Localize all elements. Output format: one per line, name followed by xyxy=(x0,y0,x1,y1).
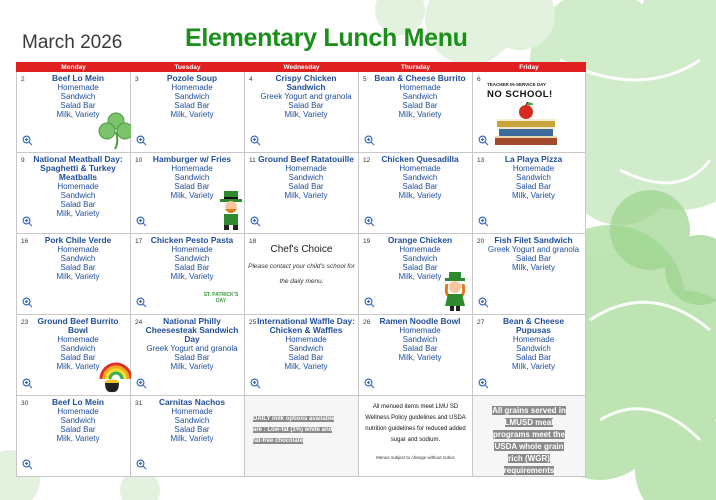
menu-items xyxy=(131,234,244,281)
menu-item: Sandwich xyxy=(402,173,438,182)
day-cell xyxy=(131,396,245,477)
day-cell xyxy=(245,315,359,396)
day-cell xyxy=(473,153,586,234)
day-number: 24 xyxy=(135,319,143,326)
note-cell xyxy=(359,396,473,477)
entree: Chicken Quesadilla xyxy=(381,154,459,164)
menu-item: Greek Yogurt and granola xyxy=(487,245,580,254)
day-number: 31 xyxy=(135,400,143,407)
chefs-choice-text: Please contact your child's school for the daily menu. xyxy=(248,263,355,285)
entree: International Waffle Day: Chicken & Waffles xyxy=(257,316,355,335)
zoom-in-icon[interactable] xyxy=(136,297,147,308)
week-row xyxy=(17,153,586,234)
day-cell xyxy=(131,234,245,315)
day-cell xyxy=(17,153,131,234)
day-number: 23 xyxy=(21,319,29,326)
weekday-header-row xyxy=(17,63,586,72)
chefs-choice xyxy=(245,234,358,289)
menu-item: Sandwich xyxy=(288,173,324,182)
menu-item: Milk, Variety xyxy=(56,272,100,281)
menu-item: Salad Bar xyxy=(402,344,438,353)
menu-item: Homemade xyxy=(285,335,327,344)
menu-item: Homemade xyxy=(57,407,99,416)
day-cell xyxy=(245,72,359,153)
zoom-in-icon[interactable] xyxy=(250,135,261,146)
zoom-in-icon[interactable] xyxy=(364,135,375,146)
menu-items xyxy=(473,234,585,272)
note-cell xyxy=(473,396,586,477)
entree: Hamburger w/ Fries xyxy=(152,154,232,164)
grains-note xyxy=(487,405,571,477)
menu-item: Salad Bar xyxy=(402,101,438,110)
zoom-in-icon[interactable] xyxy=(136,135,147,146)
day-cell xyxy=(359,315,473,396)
menu-items xyxy=(245,72,358,119)
no-school-heading: NO SCHOOL! xyxy=(487,89,553,100)
menu-items xyxy=(359,153,472,200)
day-number: 10 xyxy=(135,157,143,164)
day-number: 25 xyxy=(249,319,257,326)
menu-item: Salad Bar xyxy=(174,425,210,434)
menu-item: Homemade xyxy=(399,164,441,173)
day-number: 16 xyxy=(21,238,29,245)
zoom-in-icon[interactable] xyxy=(22,459,33,470)
menu-item: Milk, Variety xyxy=(284,191,328,200)
menu-item: Milk, Variety xyxy=(56,209,100,218)
grains-note-text: All grains served in LMUSD meal programs meet the USDA whole grain rich (WGR) requirements xyxy=(492,406,566,475)
day-cell xyxy=(245,234,359,315)
day-cell xyxy=(473,72,586,153)
disclaimer-text: Menus subject to change without notice xyxy=(376,455,455,460)
day-number: 4 xyxy=(249,76,253,83)
menu-item: Milk, Variety xyxy=(56,362,100,371)
leprechaun-icon xyxy=(217,189,245,231)
zoom-in-icon[interactable] xyxy=(364,378,375,389)
menu-items xyxy=(17,234,130,281)
entree: Ramen Noodle Bowl xyxy=(379,316,461,326)
menu-item: Sandwich xyxy=(60,254,96,263)
menu-item: Milk, Variety xyxy=(512,362,555,371)
menu-item: Homemade xyxy=(57,245,99,254)
day-number: 13 xyxy=(477,157,485,164)
menu-item: Milk, Variety xyxy=(512,263,555,272)
menu-item: Salad Bar xyxy=(60,425,96,434)
entree: Beef Lo Mein xyxy=(51,397,105,407)
menu-item: Salad Bar xyxy=(515,182,552,191)
day-cell xyxy=(131,315,245,396)
day-number: 18 xyxy=(249,238,257,245)
menu-item: Salad Bar xyxy=(60,263,96,272)
day-number: 26 xyxy=(363,319,371,326)
day-cell xyxy=(17,72,131,153)
day-number: 6 xyxy=(477,76,481,83)
menu-item: Milk, Variety xyxy=(56,110,100,119)
menu-item: Sandwich xyxy=(60,92,96,101)
menu-item: Sandwich xyxy=(60,416,96,425)
menu-item: Homemade xyxy=(171,83,213,92)
menu-item: Sandwich xyxy=(174,416,210,425)
zoom-in-icon[interactable] xyxy=(22,216,33,227)
entree: National Philly Cheesesteak Sandwich Day xyxy=(145,316,239,344)
menu-items xyxy=(131,315,244,371)
entree: Fish Filet Sandwich xyxy=(494,235,573,245)
menu-item: Greek Yogurt and granola xyxy=(260,92,352,101)
menu-item: Sandwich xyxy=(516,173,551,182)
menu-item: Sandwich xyxy=(174,254,210,263)
menu-item: Homemade xyxy=(285,164,327,173)
menu-item: Salad Bar xyxy=(288,182,324,191)
menu-item: Milk, Variety xyxy=(170,272,214,281)
menu-item: Salad Bar xyxy=(60,200,96,209)
entree: Carnitas Nachos xyxy=(158,397,226,407)
zoom-in-icon[interactable] xyxy=(364,216,375,227)
entree: La Playa Pizza xyxy=(504,154,563,164)
day-cell xyxy=(131,72,245,153)
day-number: 5 xyxy=(363,76,367,83)
menu-item: Homemade xyxy=(57,335,99,344)
menu-item: Homemade xyxy=(399,245,441,254)
menu-item: Sandwich xyxy=(516,344,551,353)
page-title: Elementary Lunch Menu xyxy=(185,24,468,52)
entree: National Meatball Day: Spaghetti & Turkey Meatballs xyxy=(33,154,123,182)
menu-item: Milk, Variety xyxy=(512,191,555,200)
zoom-in-icon[interactable] xyxy=(478,135,489,146)
menu-items xyxy=(473,153,585,200)
menu-item: Salad Bar xyxy=(174,182,210,191)
guidelines-text: All menued items meet LMU SD Wellness Policy guidelines and USDA nutrition guidelines for reduced added sugar and sodium. xyxy=(365,404,466,443)
zoom-in-icon[interactable] xyxy=(250,378,261,389)
menu-item: Sandwich xyxy=(402,254,438,263)
menu-items xyxy=(17,396,130,443)
guidelines-note xyxy=(359,396,472,463)
menu-item: Milk, Variety xyxy=(170,110,214,119)
menu-item: Milk, Variety xyxy=(56,434,100,443)
milk-note-text: DAILY milk options available are : Low-fat (1%) white and fat-free chocolate xyxy=(253,416,335,444)
week-row xyxy=(17,72,586,153)
menu-item: Homemade xyxy=(399,326,441,335)
zoom-in-icon[interactable] xyxy=(478,378,489,389)
menu-item: Salad Bar xyxy=(60,353,96,362)
entree: Orange Chicken xyxy=(387,235,453,245)
menu-item: Homemade xyxy=(512,164,555,173)
menu-items xyxy=(473,315,585,371)
menu-item: Homemade xyxy=(171,407,213,416)
day-number: 2 xyxy=(21,76,25,83)
day-cell xyxy=(17,234,131,315)
menu-item: Milk, Variety xyxy=(170,191,214,200)
menu-item: Milk, Variety xyxy=(170,362,214,371)
zoom-in-icon[interactable] xyxy=(22,297,33,308)
menu-item: Sandwich xyxy=(402,92,438,101)
menu-item: Salad Bar xyxy=(288,101,324,110)
menu-item: Salad Bar xyxy=(515,353,552,362)
menu-item: Sandwich xyxy=(60,191,96,200)
menu-item: Sandwich xyxy=(174,173,210,182)
day-number: 20 xyxy=(477,238,485,245)
zoom-in-icon[interactable] xyxy=(364,297,375,308)
entree: Pork Chile Verde xyxy=(44,235,112,245)
day-number: 11 xyxy=(249,157,256,164)
menu-items xyxy=(131,72,244,119)
weekday-monday: Monday xyxy=(17,63,131,72)
menu-item: Greek Yogurt and granola xyxy=(146,344,238,353)
note-cell xyxy=(245,396,359,477)
menu-item: Salad Bar xyxy=(174,263,210,272)
menu-item: Milk, Variety xyxy=(398,272,442,281)
menu-item: Homemade xyxy=(171,245,213,254)
zoom-in-icon[interactable] xyxy=(250,216,261,227)
menu-calendar xyxy=(16,62,586,477)
day-number: 12 xyxy=(363,157,371,164)
menu-item: Salad Bar xyxy=(174,353,210,362)
chefs-choice-heading: Chef's Choice xyxy=(270,244,333,255)
menu-item: Milk, Variety xyxy=(398,191,442,200)
entree: Crispy Chicken Sandwich xyxy=(275,73,337,92)
entree: Ground Beef Ratatouille xyxy=(258,154,354,164)
menu-item: Homemade xyxy=(512,335,555,344)
day-cell xyxy=(359,72,473,153)
entree: Chicken Pesto Pasta xyxy=(150,235,234,245)
books-apple-icon xyxy=(491,102,561,148)
day-cell xyxy=(131,153,245,234)
day-cell xyxy=(359,234,473,315)
day-cell xyxy=(473,234,586,315)
week-row xyxy=(17,234,586,315)
weekday-wednesday: Wednesday xyxy=(245,63,359,72)
day-number: 9 xyxy=(21,157,25,164)
menu-item: Sandwich xyxy=(288,344,324,353)
zoom-in-icon[interactable] xyxy=(136,216,147,227)
zoom-in-icon[interactable] xyxy=(478,216,489,227)
st-patricks-art: ST. PATRICK'S DAY xyxy=(203,292,239,304)
week-row xyxy=(17,396,586,477)
weekday-friday: Friday xyxy=(473,63,586,72)
menu-items xyxy=(131,396,244,443)
day-cell xyxy=(359,153,473,234)
day-number: 3 xyxy=(135,76,139,83)
leprechaun-girl-icon xyxy=(441,270,469,312)
day-number: 30 xyxy=(21,400,29,407)
menu-item: Milk, Variety xyxy=(284,362,328,371)
entree: Bean & Cheese Pupusas xyxy=(503,316,564,335)
menu-item: Salad Bar xyxy=(60,101,96,110)
zoom-in-icon[interactable] xyxy=(22,135,33,146)
day-cell xyxy=(245,153,359,234)
entree: Bean & Cheese Burrito xyxy=(374,73,466,83)
rainbow-pot-of-gold-icon xyxy=(99,355,133,393)
weekday-thursday: Thursday xyxy=(359,63,473,72)
menu-item: Salad Bar xyxy=(288,353,324,362)
day-number: 27 xyxy=(477,319,485,326)
day-number: 17 xyxy=(135,238,143,245)
day-cell xyxy=(17,396,131,477)
month-label: March 2026 xyxy=(22,32,123,53)
menu-item: Milk, Variety xyxy=(398,353,442,362)
menu-item: Salad Bar xyxy=(402,182,438,191)
day-number: 19 xyxy=(363,238,371,245)
menu-item: Sandwich xyxy=(60,344,96,353)
zoom-in-icon[interactable] xyxy=(478,297,489,308)
zoom-in-icon[interactable] xyxy=(136,459,147,470)
entree: Pozole Soup xyxy=(166,73,218,83)
menu-items xyxy=(359,72,472,119)
menu-items xyxy=(359,315,472,362)
menu-item: Sandwich xyxy=(402,335,438,344)
menu-item: Homemade xyxy=(57,182,99,191)
menu-items xyxy=(245,315,358,371)
entree: Beef Lo Mein xyxy=(51,73,105,83)
menu-item: Salad Bar xyxy=(515,254,552,263)
menu-item: Milk, Variety xyxy=(170,434,214,443)
day-cell xyxy=(473,315,586,396)
menu-items xyxy=(17,153,130,218)
day-cell xyxy=(17,315,131,396)
menu-item: Sandwich xyxy=(174,92,210,101)
menu-item: Salad Bar xyxy=(174,101,210,110)
zoom-in-icon[interactable] xyxy=(22,378,33,389)
zoom-in-icon[interactable] xyxy=(136,378,147,389)
week-row xyxy=(17,315,586,396)
menu-items xyxy=(245,153,358,200)
milk-note xyxy=(253,414,341,447)
entree: Ground Beef Burrito Bowl xyxy=(37,316,119,335)
weekday-tuesday: Tuesday xyxy=(131,63,245,72)
menu-item: Homemade xyxy=(57,83,99,92)
menu-item: Salad Bar xyxy=(402,263,438,272)
menu-item: Homemade xyxy=(171,164,213,173)
menu-item: Milk, Variety xyxy=(398,110,442,119)
menu-item: Homemade xyxy=(399,83,441,92)
no-school-subtitle: TEACHER IN-SERVICE DAY xyxy=(487,82,547,87)
menu-item: Milk, Variety xyxy=(284,110,328,119)
